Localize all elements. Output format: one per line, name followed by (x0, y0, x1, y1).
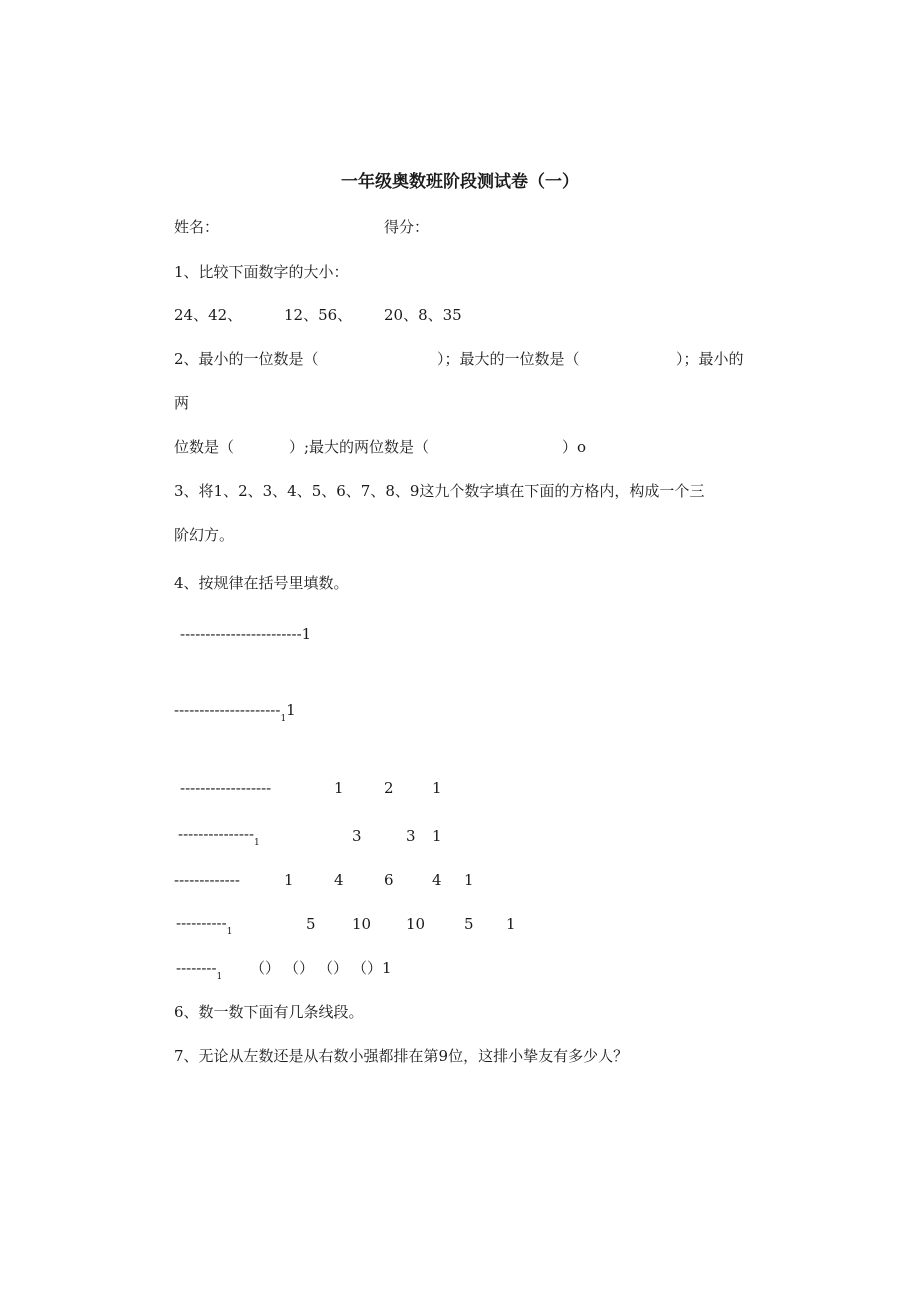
pattern-row (174, 870, 240, 890)
dash-line: --------------------- (174, 701, 281, 719)
row-value: 5 (306, 915, 316, 933)
question-2-part-a: 2、最小的一位数是（ (174, 350, 319, 368)
row-value: 4 (334, 871, 344, 889)
question-2-wrap: 两 (174, 394, 190, 412)
number-group: 20、8、35 (384, 306, 462, 324)
question-2-line2-c: ）o (562, 438, 587, 456)
dash-line: ------------------------ (180, 625, 302, 643)
subscript: 1 (280, 714, 287, 724)
number-group: 24、42、 (174, 306, 243, 324)
row-value: 5 (464, 915, 474, 933)
row-value: 4 (432, 871, 442, 889)
row-value: 3 (406, 827, 416, 845)
question-4: 4、按规律在括号里填数。 (174, 574, 349, 592)
row-value: 3 (352, 827, 362, 845)
row-value: 1 (334, 779, 344, 797)
row-value: 6 (384, 871, 394, 889)
subscript: 1 (254, 838, 260, 848)
question-6: 6、数一数下面有几条线段。 (174, 1003, 364, 1021)
dash-line: -------- (176, 959, 217, 977)
dash-line: --------------- (178, 825, 255, 843)
question-2-line2-b: ）;最大的两位数是（ (289, 438, 430, 456)
row-value: 1 (432, 779, 442, 797)
row-value: 1 (286, 701, 296, 719)
question-2-part-c: ）；最小的 (676, 350, 744, 368)
row-value: 1 (301, 625, 312, 643)
blank-parens-last: （）1 (352, 959, 392, 977)
pattern-row (176, 958, 222, 987)
row-value: 1 (432, 827, 442, 845)
question-1: 1、比较下面数字的大小： (174, 263, 349, 281)
dash-line: ---------- (176, 914, 227, 932)
question-2-line2-a: 位数是（ (174, 438, 235, 456)
row-value: 1 (284, 871, 294, 889)
score-label: 得分： (384, 218, 430, 236)
subscript: 1 (216, 972, 223, 982)
row-value: 10 (406, 915, 426, 933)
row-value: 1 (464, 871, 474, 889)
blank-parens: （） (250, 959, 281, 977)
pattern-row (176, 913, 232, 942)
question-7: 7、无论从左数还是从右数小强都排在第9位，这排小挚友有多少人？ (174, 1047, 629, 1065)
page-title: 一年级奥数班阶段测试卷（一） (341, 172, 579, 192)
blank-parens: （） (318, 959, 349, 977)
row-value: 1 (506, 915, 516, 933)
number-group: 12、56、 (284, 306, 353, 324)
dash-line: ------------- (174, 871, 240, 889)
question-3-line2: 阶幻方。 (174, 526, 235, 544)
subscript: 1 (226, 927, 233, 937)
question-3-line1: 3、将1、2、3、4、5、6、7、8、9这九个数字填在下面的方格内，构成一个三 (174, 482, 705, 500)
name-label: 姓名： (174, 218, 220, 236)
dash-line: ------------------ (180, 779, 272, 797)
pattern-row (180, 624, 311, 644)
blank-parens: （） (284, 959, 315, 977)
pattern-row (180, 778, 271, 798)
question-2-part-b: ）；最大的一位数是（ (437, 350, 580, 368)
row-value: 2 (384, 779, 394, 797)
pattern-row (178, 824, 260, 853)
pattern-row (174, 700, 296, 729)
row-value: 10 (352, 915, 372, 933)
